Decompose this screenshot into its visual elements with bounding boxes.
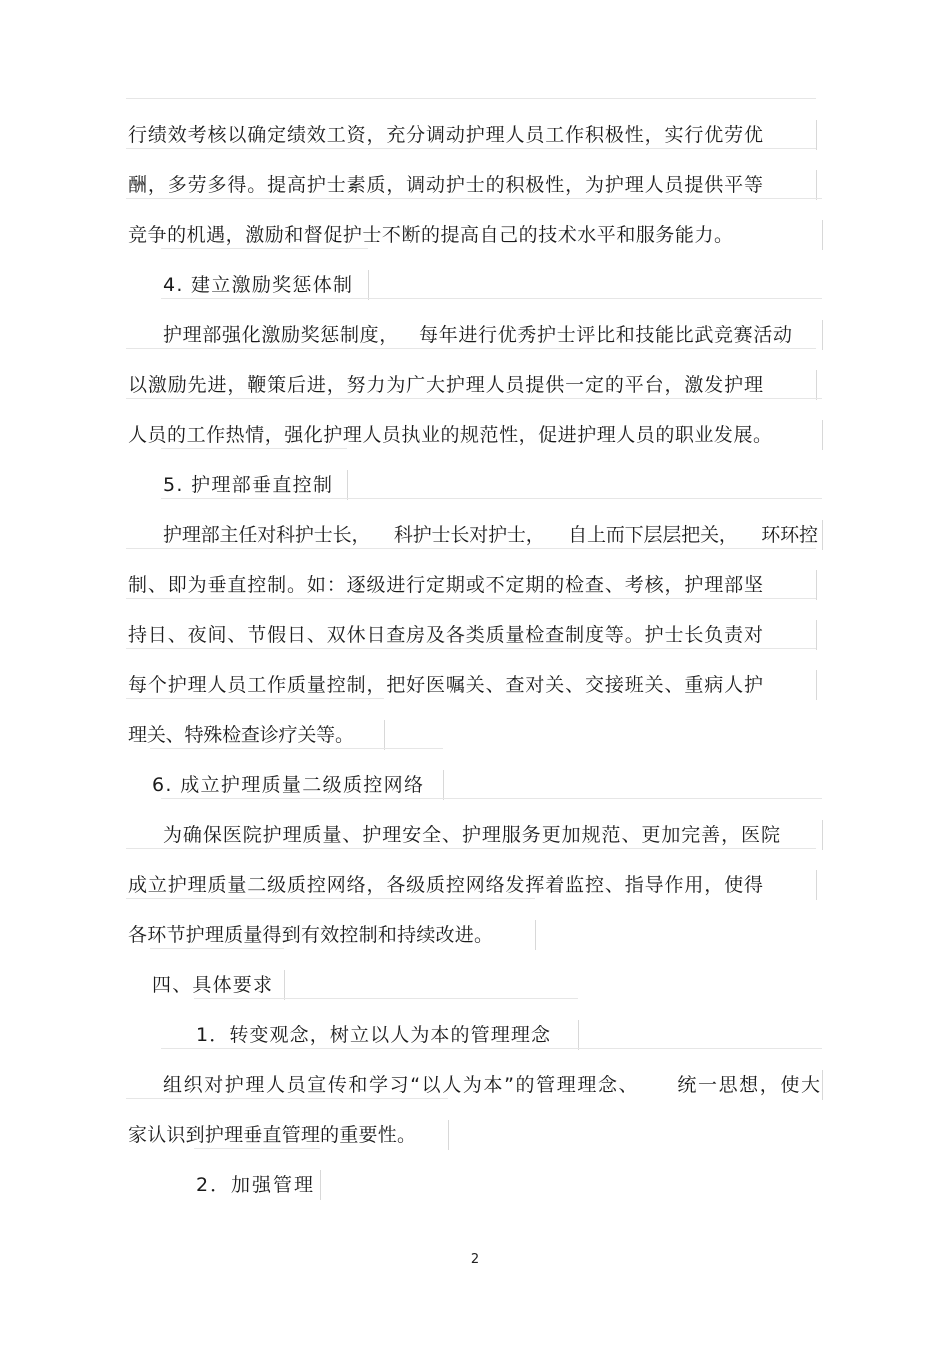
text-line [0,822,950,848]
text-line [0,1072,950,1098]
line-divider [822,520,823,550]
line-text: 护理部强化激励奖惩制度， 每年进行优秀护士评比和技能比武竞赛活动 [163,324,793,346]
line-divider [368,270,369,300]
line-text: 4. 建立激励奖惩体制 [163,274,354,296]
line-guide-rule [194,1148,320,1149]
text-line [0,122,950,148]
line-text: 行绩效考核以确定绩效工资，充分调动护理人员工作积极性，实行优劳优 [128,124,764,146]
line-guide-rule [126,198,822,199]
text-line [0,672,950,698]
line-guide-rule [126,548,816,549]
line-divider [816,670,817,700]
section-heading [0,972,950,998]
line-divider [535,920,536,950]
line-guide-rule [126,148,816,149]
line-text: 人员的工作热情，强化护理人员执业的规范性，促进护理人员的职业发展。 [128,424,773,446]
line-divider [284,970,285,1000]
text-line [0,1122,950,1148]
line-text: 各环节护理质量得到有效控制和持续改进。 [128,924,494,946]
line-text: 四、具体要求 [152,974,274,996]
line-divider [822,1070,823,1100]
text-line [0,222,950,248]
line-divider [822,320,823,350]
line-text: 家认识到护理垂直管理的重要性。 [128,1124,417,1146]
line-guide-rule [126,698,384,699]
line-text: 护理部主任对科护士长， 科护士长对护士， 自上而下层层把关， 环环控 [163,524,818,546]
line-guide-rule [194,998,578,999]
line-guide-rule [126,1098,448,1099]
line-guide-rule [126,648,816,649]
line-text: 2．加强管理 [196,1174,315,1196]
line-text: 为确保医院护理质量、护理安全、护理服务更加规范、更加完善，医院 [163,824,781,846]
section-heading [0,272,950,298]
line-guide-rule [161,798,822,799]
subsection-heading [0,1022,950,1048]
text-line [0,622,950,648]
line-guide-rule [126,898,535,899]
text-line [0,372,950,398]
section-heading [0,772,950,798]
subsection-heading [0,1172,950,1198]
line-divider [816,570,817,600]
line-text: 6. 成立护理质量二级质控网络 [152,774,425,796]
line-text: 以激励先进，鞭策后进，努力为广大护理人员提供一定的平台，激发护理 [128,374,764,396]
line-divider [816,120,817,150]
line-text: 酬，多劳多得。提高护士素质，调动护士的积极性，为护理人员提供平等 [128,174,764,196]
line-divider [578,1020,579,1050]
line-guide-rule [126,848,816,849]
line-guide-rule [126,598,816,599]
line-text: 每个护理人员工作质量控制，把好医嘱关、查对关、交接班关、重病人护 [128,674,764,696]
line-guide-rule [161,248,368,249]
line-guide-rule [161,298,822,299]
line-text: 持日、夜间、节假日、双休日查房及各类质量检查制度等。护士长负责对 [128,624,764,646]
line-guide-rule [150,748,443,749]
line-divider [816,870,817,900]
line-guide-rule [161,498,822,499]
line-divider [320,1170,321,1200]
line-text: 组织对护理人员宣传和学习“以人为本”的管理理念、 统一思想，使大 [163,1074,822,1096]
text-line [0,722,950,748]
section-heading [0,472,950,498]
line-text: 理关、特殊检查诊疗关等。 [128,724,354,746]
line-text: 1．转变观念，树立以人为本的管理理念 [196,1024,552,1046]
line-guide-rule [150,948,284,949]
text-line [0,872,950,898]
line-text: 5. 护理部垂直控制 [163,474,334,496]
line-divider [822,820,823,850]
line-text: 成立护理质量二级质控网络，各级质控网络发挥着监控、指导作用，使得 [128,874,764,896]
line-divider [384,720,385,750]
line-divider [822,220,823,250]
page-number: 2 [470,1252,480,1267]
line-divider [822,420,823,450]
line-divider [443,770,444,800]
line-divider [816,170,817,200]
line-divider [448,1120,449,1150]
line-text: 制、即为垂直控制。如：逐级进行定期或不定期的检查、考核，护理部坚 [128,574,764,596]
text-line [0,172,950,198]
line-text: 竞争的机遇，激励和督促护士不断的提高自己的技术水平和服务能力。 [128,224,734,246]
text-line [0,522,950,548]
text-line [0,322,950,348]
text-line [0,572,950,598]
line-guide-rule [126,98,816,99]
line-divider [347,470,348,500]
line-guide-rule [126,398,822,399]
text-line [0,422,950,448]
line-divider [816,620,817,650]
line-guide-rule [161,448,347,449]
line-guide-rule [161,1048,822,1049]
line-guide-rule [126,348,816,349]
line-divider [816,370,817,400]
text-line [0,922,950,948]
